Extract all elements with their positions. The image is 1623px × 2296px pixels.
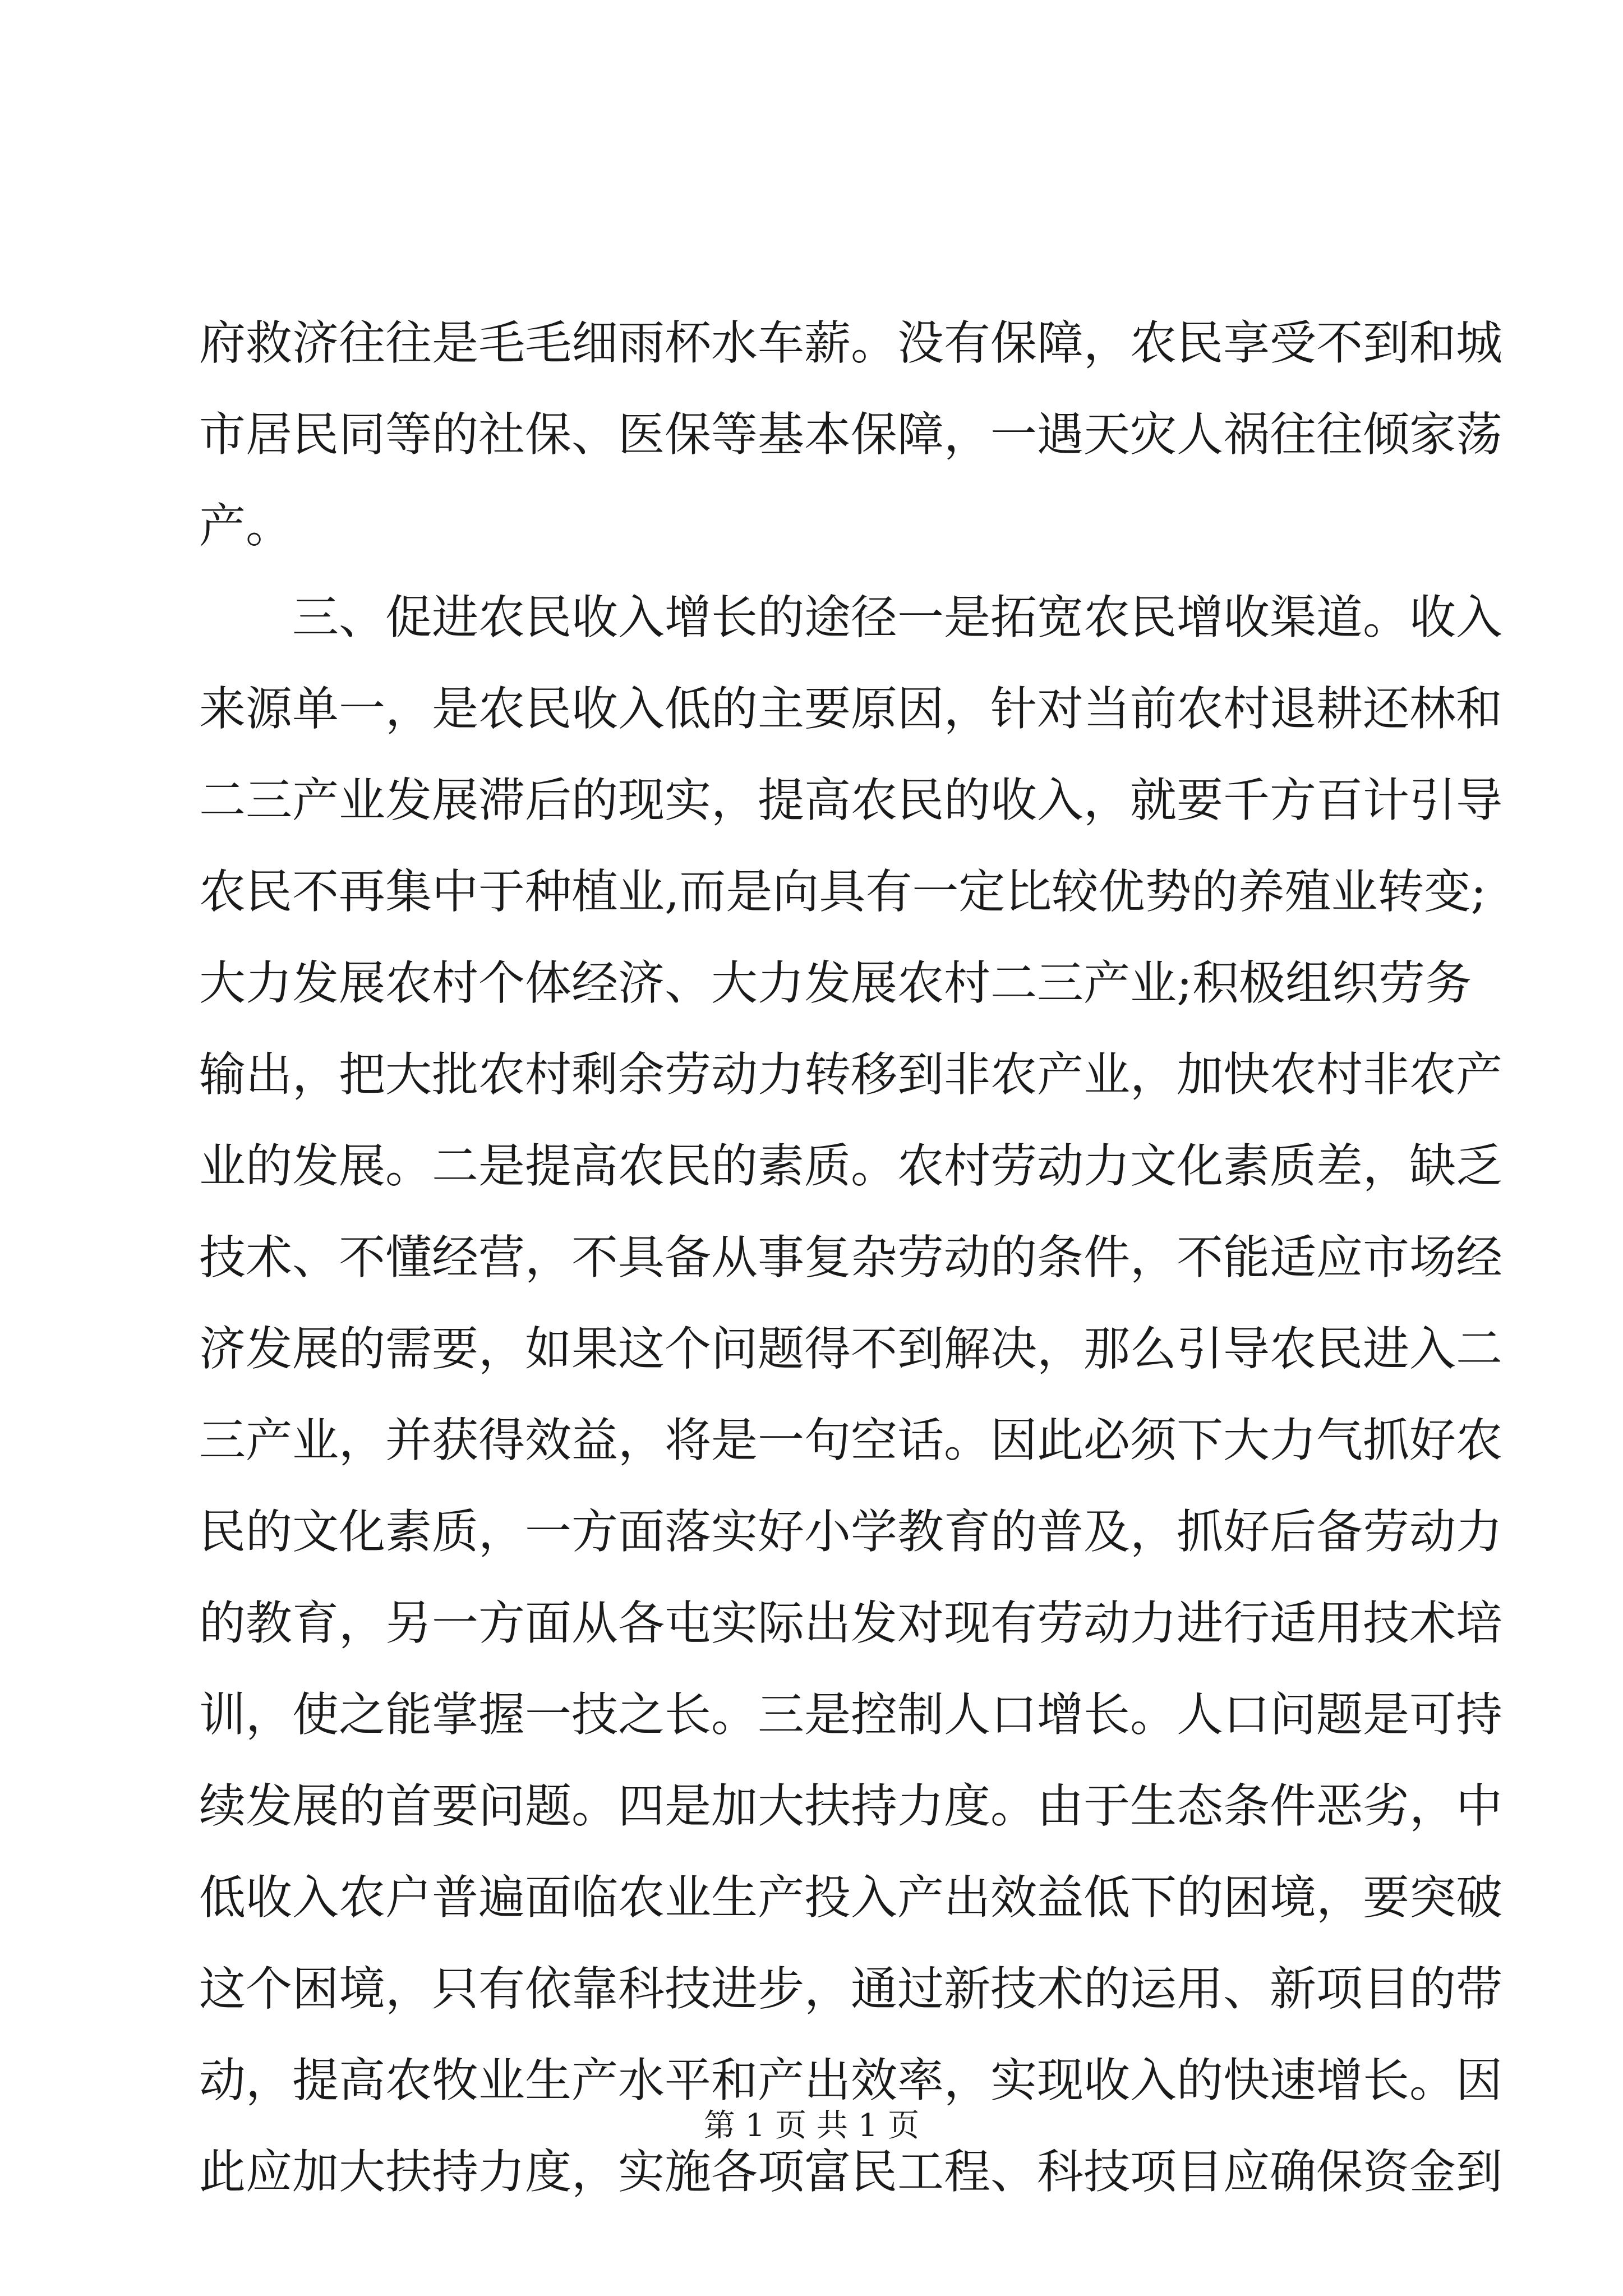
text-line: 动，提高农牧业生产水平和产出效率，实现收入的快速增长。因 (199, 2053, 1502, 2108)
text-line: 续发展的首要问题。四是加大扶持力度。由于生态条件恶劣，中 (199, 1779, 1502, 1833)
text-line: 市居民同等的社保、医保等基本保障，一遇天灾人祸往往倾家荡 (199, 407, 1502, 462)
text-line: 的教育，另一方面从各屯实际出发对现有劳动力进行适用技术培 (199, 1596, 1502, 1650)
text-line: 农民不再集中于种植业,而是向具有一定比较优势的养殖业转变; (199, 864, 1487, 919)
text-line: 三产业，并获得效益，将是一句空话。因此必须下大力气抓好农 (199, 1413, 1502, 1467)
text-line: 技术、不懂经营，不具备从事复杂劳动的条件，不能适应市场经 (199, 1230, 1502, 1285)
text-line: 产。 (199, 499, 292, 553)
text-line: 输出，把大批农村剩余劳动力转移到非农产业，加快农村非农产 (199, 1047, 1502, 1102)
text-line: 业的发展。二是提高农民的素质。农村劳动力文化素质差，缺乏 (199, 1139, 1502, 1193)
text-line: 大力发展农村个体经济、大力发展农村二三产业;积极组织劳务 (199, 956, 1472, 1010)
text-line: 来源单一，是农民收入低的主要原因，针对当前农村退耕还林和 (199, 682, 1502, 736)
text-line: 这个困境，只有依靠科技进步，通过新技术的运用、新项目的带 (199, 1962, 1502, 2016)
text-line: 民的文化素质，一方面落实好小学教育的普及，抓好后备劳动力 (199, 1504, 1502, 1559)
text-line: 三、促进农民收入增长的途径一是拓宽农民增收渠道。收入 (292, 590, 1502, 645)
text-line: 训，使之能掌握一技之长。三是控制人口增长。人口问题是可持 (199, 1687, 1502, 1742)
text-line: 济发展的需要，如果这个问题得不到解决，那么引导农民进入二 (199, 1322, 1502, 1376)
text-line: 二三产业发展滞后的现实，提高农民的收入，就要千方百计引导 (199, 773, 1502, 827)
page-footer: 第 1 页 共 1 页 (703, 2108, 920, 2144)
paragraph-main (199, 572, 1502, 2217)
text-line: 府救济往往是毛毛细雨杯水车薪。没有保障，农民享受不到和城 (199, 316, 1502, 370)
paragraph-continuation (199, 297, 1502, 572)
document-body (199, 297, 1502, 2217)
text-line: 低收入农户普遍面临农业生产投入产出效益低下的困境，要突破 (199, 1870, 1502, 1925)
text-line: 此应加大扶持力度，实施各项富民工程、科技项目应确保资金到 (199, 2145, 1502, 2199)
